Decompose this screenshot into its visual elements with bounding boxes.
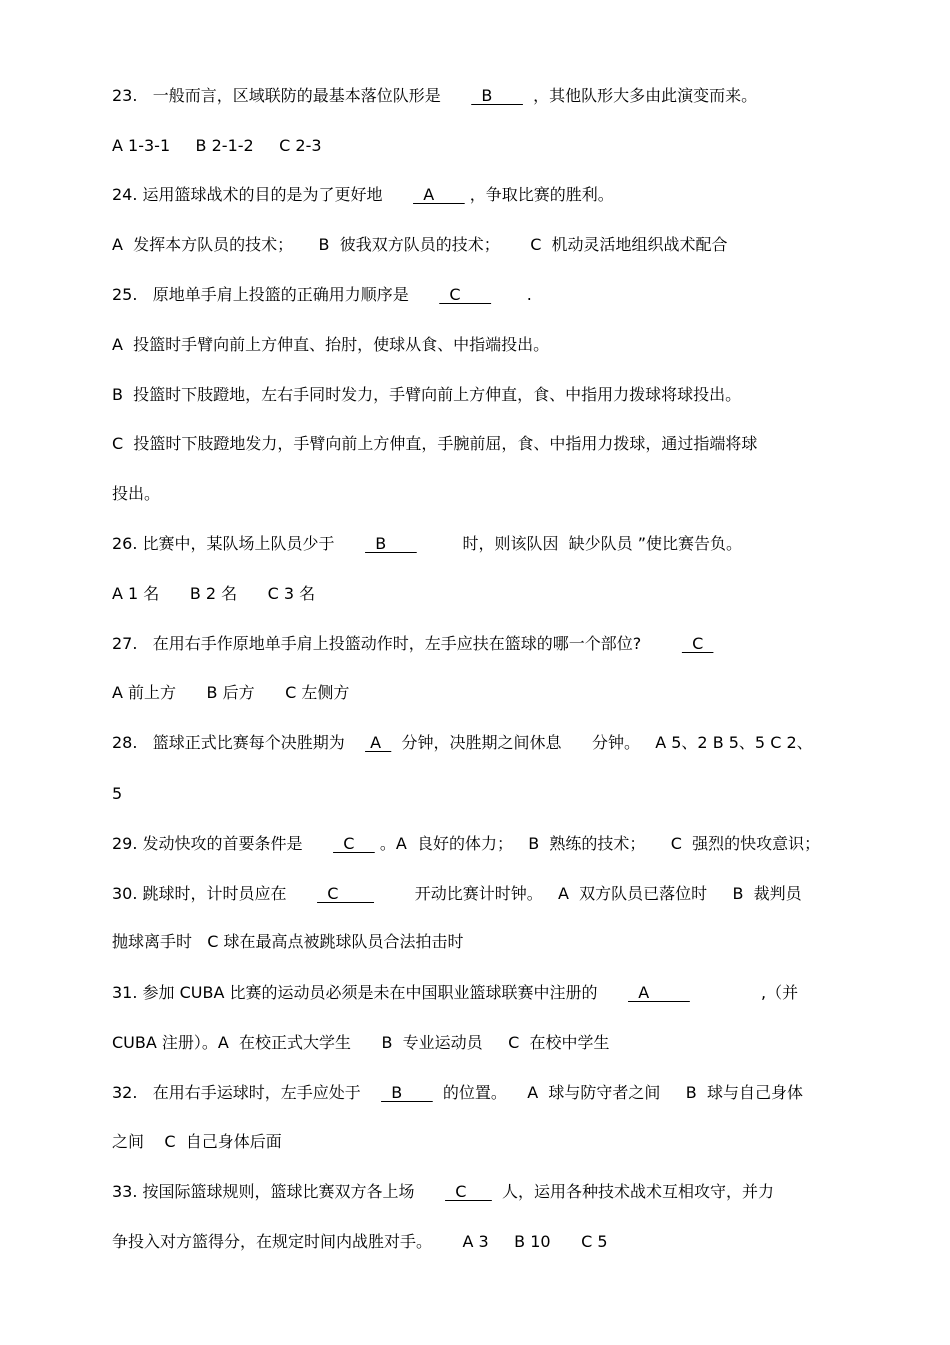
q25-answer: C: [439, 285, 492, 304]
q28-options-cont: 5: [112, 784, 123, 803]
q27-line: 27. 在用右手作原地单手肩上投篮动作时，左手应扶在篮球的哪一个部位? C: [112, 634, 714, 653]
q31-answer: A: [628, 983, 690, 1002]
q25-option-a: A 投篮时手臂向前上方伸直、抬肘，使球从食、中指端投出。: [112, 335, 550, 354]
q23-options: A 1-3-1 B 2-1-2 C 2-3: [112, 136, 322, 155]
q29-answer: C: [333, 834, 375, 853]
q27-options: A 前上方 B 后方 C 左侧方: [112, 683, 350, 702]
q27-answer: C: [681, 634, 714, 653]
q26-line: 26. 比赛中，某队场上队员少于 B 时，则该队因 缺少队员 ”使比赛告负。: [112, 534, 743, 553]
q30-line: 30. 跳球时，计时员应在 C 开动比赛计时钟。 A 双方队员已落位时 B 裁判员: [112, 884, 802, 903]
q25-option-b: B 投篮时下肢蹬地，左右手同时发力，手臂向前上方伸直，食、中指用力拨球将球投出。: [112, 385, 742, 404]
q24-line: 24. 运用篮球战术的目的是为了更好地 A ，争取比赛的胜利。: [112, 185, 614, 204]
q31-line: 31. 参加 CUBA 比赛的运动员必须是未在中国职业篮球联赛中注册的 A ,（并: [112, 983, 799, 1002]
q30-answer: C: [317, 884, 375, 903]
q31-options-cont: CUBA 注册）。A 在校正式大学生 B 专业运动员 C 在校中学生: [112, 1033, 610, 1052]
q26-options: A 1 名 B 2 名 C 3 名: [112, 584, 316, 603]
q24-answer: A: [413, 185, 465, 204]
q25-option-c: C 投篮时下肢蹬地发力，手臂向前上方伸直，手腕前屈，食、中指用力拨球，通过指端将球: [112, 434, 758, 453]
q29-line: 29. 发动快攻的首要条件是 C 。A 良好的体力； B 熟练的技术； C 强烈的快攻意识；: [112, 834, 821, 853]
q32-answer: B: [381, 1083, 433, 1102]
q28-line: 28. 篮球正式比赛每个决胜期为 A 分钟，决胜期之间休息 分钟。 A 5、2 B 5、5 C 2、: [112, 733, 813, 752]
q23-answer: B: [471, 86, 523, 105]
q26-answer: B: [365, 534, 417, 553]
q30-options-cont: 抛球离手时 C 球在最高点被跳球队员合法拍击时: [112, 932, 464, 951]
q25-option-c-cont: 投出。: [112, 484, 161, 503]
q32-line: 32. 在用右手运球时，左手应处于 B 的位置。 A 球与防守者之间 B 球与自己身体: [112, 1083, 803, 1102]
q33-line: 33. 按国际篮球规则，篮球比赛双方各上场 C 人，运用各种技术战术互相攻守，并力: [112, 1182, 775, 1201]
q28-answer: A: [365, 733, 392, 752]
q33-answer: C: [445, 1182, 492, 1201]
q24-options: A 发挥本方队员的技术； B 彼我双方队员的技术； C 机动灵活地组织战术配合: [112, 235, 728, 254]
q32-options-cont: 之间 C 自己身体后面: [112, 1132, 282, 1151]
q33-options-cont: 争投入对方篮得分，在规定时间内战胜对手。 A 3 B 10 C 5: [112, 1232, 608, 1251]
q25-line: 25. 原地单手肩上投篮的正确用力顺序是 C .: [112, 285, 532, 304]
q23-line: 23. 一般而言，区域联防的最基本落位队形是 B ，其他队形大多由此演变而来。: [112, 86, 758, 105]
